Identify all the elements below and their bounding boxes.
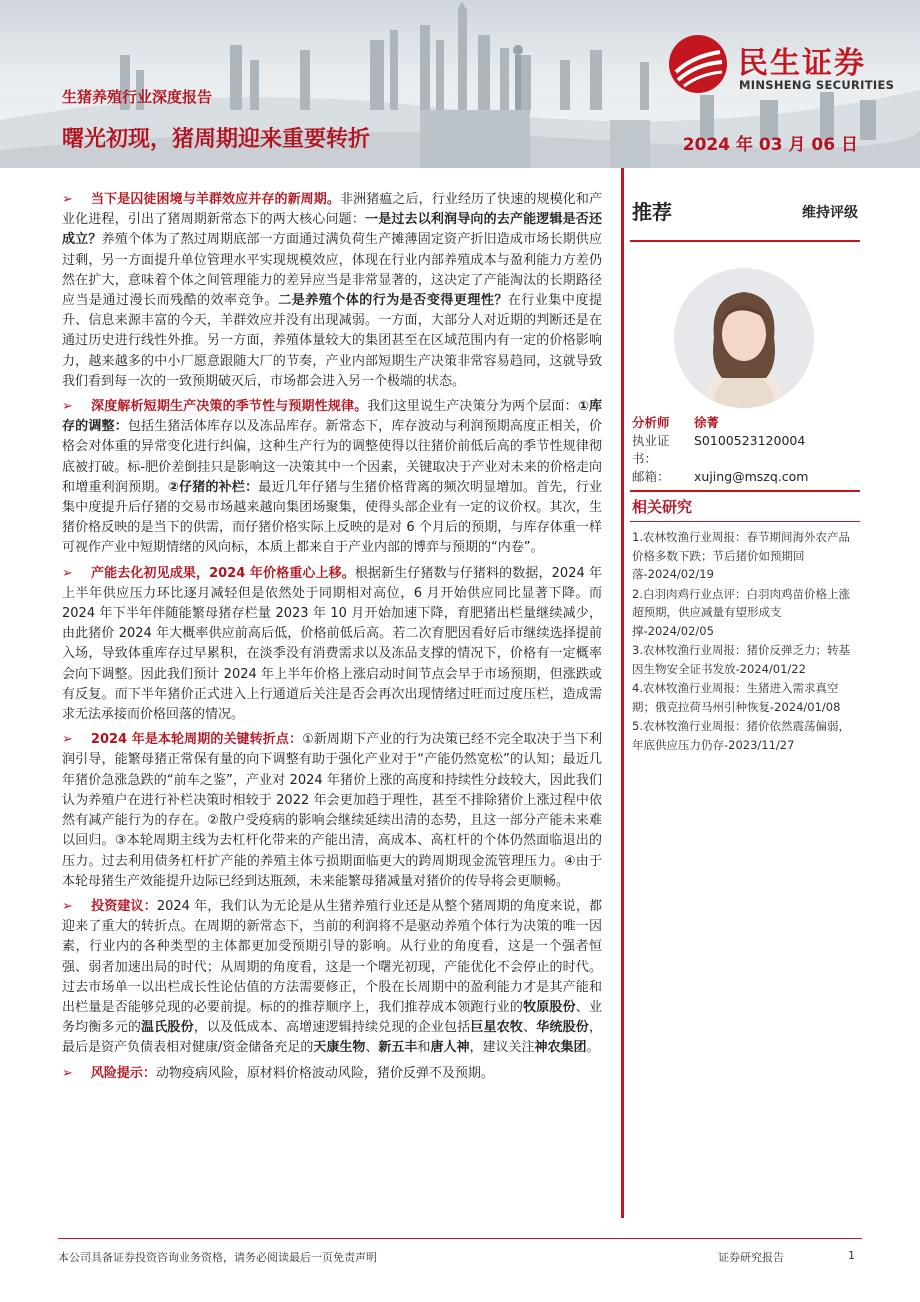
body-text: ，以及低成本、高增速逻辑持续兑现的企业包括 — [193, 1020, 471, 1036]
body-text: 非洲猪瘟之后，行业经历了快速的规模化和产业化进程，引出了猪周期新常态下的两大核心问题： — [62, 192, 602, 228]
footer-category: 证券研究报告 — [718, 1251, 784, 1264]
related-item[interactable]: 3.农林牧渔行业周报：猪价反弹乏力；转基因生物安全证书发放-2024/01/22 — [632, 643, 850, 676]
arrow-icon: ➢ — [62, 1065, 73, 1081]
body-text: 动物疫病风险，原材料价格波动风险，猪价反弹不及预期。 — [155, 1065, 494, 1081]
body-text: 养殖个体为了熬过周期底部一方面通过满负荷生产摊薄固定资产折旧造成市场长期供应过剩，另一方面提升单位管理水平实现规模效应，体现在行业内部养殖成本与盈利能力方差仍然在扩大，意味着个体之间管理能力的差异应当是非常显著的，这决定了产能淘汰的长期路径应当是通过漫长而残酷的效率竞争。 — [62, 232, 602, 309]
body-text: 根据新生仔猪数与仔猪料的数据，2024 年上半年供应压力环比逐月减轻但是依然处于同期相对高位，6 月开始供应同比显著下降。而 2024 年下半年伴随能繁母猪存栏量 2023 年 10 月开始加速下降，育肥猪出栏量继续减少，由此猪价 2024 年大概率供应前高后低，价格前低后高。若二次育肥因看好后市继续选择提前入场，导致体重库存过早累积，在淡季没有消费需求以及冻品支撑的情况下，价格有一定概率会向下调整。因此我们预计 2024 年上半年价格上涨启动时间节点会早于市场预期，但涨跌或有反复。而下半年猪价正式进入上行通道后关注是否会再次出现情绪过旺而过度压栏，造成需求无法承接而价格回落的情况。 — [62, 565, 602, 723]
related-item[interactable]: 4.农林牧渔行业周报：生猪进入需求真空期；俄克拉荷马州引种恢复-2024/01/08 — [632, 681, 841, 714]
body-paragraph — [62, 564, 602, 726]
report-type: 生猪养殖行业深度报告 — [62, 88, 213, 106]
emphasis-text: 神农集团 — [534, 1040, 587, 1056]
body-paragraph — [62, 190, 602, 392]
related-item[interactable]: 5.农林牧渔行业周报：猪价依然震荡偏弱，年底供应压力仍存-2023/11/27 — [632, 719, 850, 752]
arrow-icon: ➢ — [62, 192, 73, 207]
main-body — [62, 190, 602, 1089]
emphasis-text: 当下是囚徒困境与羊群效应并存的新周期。 — [90, 192, 340, 207]
emphasis-text: 华统股份 — [536, 1020, 589, 1036]
cert-value: S0100523120004 — [694, 433, 806, 448]
body-paragraph — [62, 897, 602, 1059]
related-item[interactable]: 2.白羽肉鸡行业点评：白羽肉鸡苗价格上涨超预期，供应减量有望形成支撑-2024/02/05 — [632, 586, 850, 638]
emphasis-text: 新五丰 — [378, 1040, 418, 1056]
rating-label: 维持评级 — [802, 205, 858, 221]
analyst-avatar — [674, 268, 814, 408]
emphasis-text: 2024 年是本轮周期的关键转折点： — [90, 732, 303, 748]
body-paragraph — [62, 397, 602, 559]
analyst-info — [632, 414, 862, 486]
body-text: ①新周期下产业的行为决策已经不完全取决于当下利润引导，能繁母猪正常保有量的向下调整有助于强化产业对于“产能仍然宽松”的认知；最近几年猪价急涨急跌的“前车之鉴”，产业对 2024 年猪价上涨的高度和持续性分歧较大，因此我们认为养殖户在进行补栏决策时相较于 2022 年会更加趋于理性，甚至不排除猪价上涨过程中依然有减产能行为的存在。②散户受疫病的影响会继续延续出清的态势，且这一部分产能未来难以回归。③本轮周期主线为去杠杆化带来的产能出清，高成本、高杠杆的个体仍然面临退出的压力。过去利用债务杠杆扩产能的养殖主体亏损期面临更大的跨周期现金流管理压力。④由于本轮母猪生产效能提升边际已经到达瓶颈，未来能繁母猪减量对猪价的传导将会更顺畅。 — [62, 732, 602, 889]
minsheng-logo-icon — [668, 34, 728, 94]
logo-english-name: MINSHENG SECURITIES — [739, 78, 895, 92]
cert-label: 执业证书： — [632, 433, 670, 466]
body-text: 包括生猪活体库存以及冻品库存。新常态下，库存波动与利润预期高度正相关，价格会对体重的异常变化进行纠偏，这种生产行为的调整使得以往猪价前低后高的季节性规律彻底被打破。标-肥价差倒挂只是影响这一决策其中一个因素，关键取决于产业对未来的价格走向和增重利润预期。 — [62, 419, 602, 495]
emphasis-text: 温氏股份 — [141, 1020, 194, 1036]
analyst-name: 徐菁 — [694, 415, 720, 430]
column-divider — [621, 168, 624, 1218]
email-value[interactable]: xujing@mszq.com — [694, 469, 809, 484]
footer-divider — [58, 1238, 862, 1239]
body-text: 和 — [417, 1040, 431, 1056]
body-text: 。 — [586, 1040, 600, 1056]
header-banner — [0, 0, 920, 168]
sidebar — [630, 190, 860, 752]
report-title: 曙光初现，猪周期迎来重要转折 — [62, 127, 371, 152]
body-paragraph — [62, 730, 602, 892]
footer-disclaimer: 本公司具备证券投资咨询业务资格，请务必阅读最后一页免责声明 — [58, 1251, 377, 1264]
emphasis-text: 一是过去以利润导向的去产能逻辑是否还成立？ — [62, 212, 602, 248]
analyst-label: 分析师 — [632, 415, 670, 430]
emphasis-text: 巨星农牧 — [470, 1020, 524, 1036]
body-text: 、 — [365, 1040, 379, 1056]
recommend-label: 推荐 — [632, 200, 672, 224]
body-text: ，建议关注 — [469, 1040, 535, 1056]
body-text: 2024 年，我们认为无论是从生猪养殖行业还是从整个猪周期的角度来说，都迎来了重大的转折点。在周期的新常态下，当前的利润将不是驱动养殖个体行为决策的唯一因素，行业内的各种类型的主体都更加受预期引导的影响。从行业的角度看，这是一个强者恒强、弱者加速出局的时代；从周期的角度看，这是一个曙光初现，产能优化不会停止的时代。过去市场单一以出栏成长性论估值的方法需要修正，个股在长周期中的盈利能力才是其产能和出栏量是否能够兑现的必要前提。标的的推荐顺序上，我们推荐成本领跑行业的 — [62, 898, 602, 1015]
page-number: 1 — [848, 1249, 855, 1262]
body-paragraph — [62, 1064, 602, 1084]
emphasis-text: 牧原股份 — [523, 999, 576, 1015]
logo-chinese-name: 民生证券 — [738, 46, 866, 81]
body-text: 、 — [523, 1020, 537, 1036]
body-text: 最近几年仔猪与生猪价格背离的频次明显增加。首先，行业集中度提升后仔猪的交易市场越来越向集团场聚集，使得头部企业有一定的议价权。其次，生猪价格反映的是当下的供需，而仔猪价格实际上反映的是对 6 个月后的预期，与库存体重一样可视作产业中短期情绪的风向标，本质上都来自于产业内部的博弈与预期的“内卷”。 — [62, 479, 602, 556]
emphasis-text: ①库存的调整： — [62, 399, 602, 435]
related-research-title: 相关研究 — [630, 490, 860, 522]
emphasis-text: 深度解析短期生产决策的季节性与预期性规律。 — [90, 399, 368, 415]
email-label: 邮箱： — [632, 469, 670, 484]
emphasis-text: 唐人神 — [430, 1040, 470, 1056]
arrow-icon: ➢ — [62, 732, 73, 748]
emphasis-text: 产能去化初见成果，2024 年价格重心上移。 — [90, 565, 355, 581]
emphasis-text: 风险提示： — [90, 1065, 156, 1081]
arrow-icon: ➢ — [62, 565, 73, 581]
body-text: ，最后是资产负债表相对健康/资金储备充足的 — [62, 1020, 602, 1056]
arrow-icon: ➢ — [62, 898, 73, 914]
report-date: 2024 年 03 月 06 日 — [682, 135, 858, 155]
related-item[interactable]: 1.农林牧渔行业周报：春节期间海外农产品价格多数下跌；节后猪价如预期回落-2024/02/19 — [632, 530, 850, 581]
related-research — [630, 490, 860, 755]
body-text: 我们这里说生产决策分为两个层面： — [367, 399, 578, 415]
emphasis-text: ②仔猪的补栏： — [167, 479, 259, 495]
body-text: 在行业集中度提升、信息来源丰富的今天，羊群效应并没有出现减弱。一方面，大部分人对近期的判断还是在通过历史进行线性外推。另一方面，养殖体量较大的集团甚至在区域范围内有一定的价格影响力，越来越多的中小厂愿意跟随大厂的节奏，产业内部短期生产决策非常容易趋同，这就导致我们看到每一次的一致预期破灭后，市场都会进入另一个极端的状态。 — [62, 293, 602, 389]
emphasis-text: 天康生物 — [313, 1040, 366, 1056]
emphasis-text: 二是养殖个体的行为是否变得更理性？ — [278, 293, 508, 309]
rating-row — [630, 190, 860, 242]
emphasis-text: 投资建议： — [90, 898, 157, 914]
arrow-icon: ➢ — [62, 399, 73, 415]
body-text: 、业务均衡多元的 — [62, 999, 602, 1036]
